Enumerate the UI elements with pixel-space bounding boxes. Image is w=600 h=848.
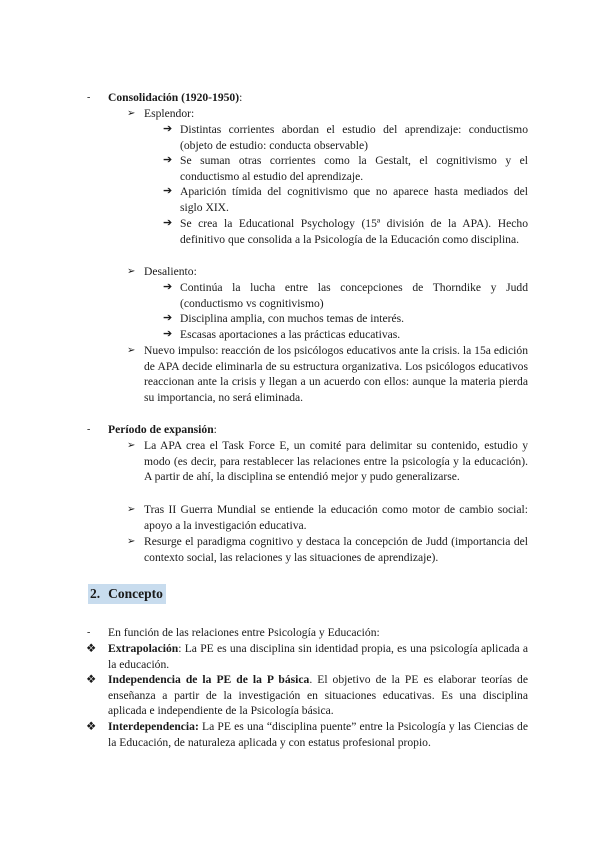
arrowhead-bullet: ➢ (127, 536, 136, 547)
arrow-bullet: ➔ (163, 185, 173, 197)
esplendor-item-2: Se suman otras corrientes como la Gestalt, el cognitivismo y el conductismo al estudio del aprendizaje. (180, 154, 528, 183)
desaliento-item-3: Escasas aportaciones a las prácticas educativas. (180, 328, 401, 341)
dash-bullet: - (87, 424, 91, 435)
expansion-item-1: La APA crea el Task Force E, un comité para delimitar su contenido, estudio y modo (es decir, para restablecer las relaciones entre la psicología y la educación). A partir de ahí, la disciplina se entendió mejor y pudo generalizarse. (144, 439, 528, 484)
arrow-bullet: ➔ (163, 123, 173, 135)
esplendor-item-4: Se crea la Educational Psychology (15ª división de la APA). Hecho definitivo que consolida a la Psicología de la Educación como disciplina. (180, 217, 528, 246)
arrow-bullet: ➔ (163, 154, 173, 166)
arrow-bullet: ➔ (163, 328, 173, 340)
consolidacion-heading: Consolidación (1920-1950): (108, 91, 243, 104)
desaliento-item-1: Continúa la lucha entre las concepciones de Thorndike y Judd (conductismo vs cognitivismo) (180, 281, 528, 310)
arrowhead-bullet: ➢ (127, 266, 136, 277)
expansion-item-2: Tras II Guerra Mundial se entiende la educación como motor de cambio social: apoyo a la investigación educativa. (144, 503, 528, 532)
esplendor-item-1: Distintas corrientes abordan el estudio del aprendizaje: conductismo (objeto de estudio: conducta observable) (180, 123, 528, 152)
arrow-bullet: ➔ (163, 312, 173, 324)
arrowhead-bullet: ➢ (127, 440, 136, 451)
arrowhead-bullet: ➢ (127, 345, 136, 356)
esplendor-label: Esplendor: (144, 107, 195, 120)
dash-bullet: - (87, 627, 91, 638)
concepto-item-independencia: Independencia de la PE de la P básica. El objetivo de la PE es elaborar teorías de enseñanza a partir de la investigación en situaciones educativas. Es una disciplina aplicada e independiente de la Psicología básica. (108, 673, 528, 718)
desaliento-label: Desaliento: (144, 265, 197, 278)
dash-bullet: - (87, 92, 91, 103)
esplendor-item-3: Aparición tímida del cognitivismo que no aparece hasta mediados del siglo XIX. (180, 185, 528, 214)
arrowhead-bullet: ➢ (127, 504, 136, 515)
arrowhead-bullet: ➢ (127, 108, 136, 119)
arrow-bullet: ➔ (163, 217, 173, 229)
section-heading-concepto: 2. Concepto (88, 584, 166, 604)
concepto-item-extrapolacion: Extrapolación: La PE es una disciplina sin identidad propia, es una psicología aplicada a la educación. (108, 642, 528, 671)
diamond-bullet: ❖ (86, 642, 97, 655)
concepto-item-interdependencia: Interdependencia: La PE es una “disciplina puente” entre la Psicología y las Ciencias de la Educación, de naturaleza aplicada y con estatus profesional propio. (108, 720, 528, 749)
desaliento-item-2: Disciplina amplia, con muchos temas de interés. (180, 312, 405, 325)
nuevo-impulso: Nuevo impulso: reacción de los psicólogos educativos ante la crisis. la 15a edición de APA decide eliminarla de su estructura organizativa. Los psicólogos educativos reaccionan ante la crisis y llegan a un acuerdo con ellos: aunque la materia pierda su importancia, no será eliminada. (144, 344, 528, 404)
concepto-intro: En función de las relaciones entre Psicología y Educación: (108, 626, 380, 639)
expansion-item-3: Resurge el paradigma cognitivo y destaca la concepción de Judd (importancia del contexto social, las relaciones y las situaciones de aprendizaje). (144, 535, 528, 564)
expansion-heading: Período de expansión: (108, 423, 217, 436)
arrow-bullet: ➔ (163, 281, 173, 293)
diamond-bullet: ❖ (86, 720, 97, 733)
diamond-bullet: ❖ (86, 673, 97, 686)
